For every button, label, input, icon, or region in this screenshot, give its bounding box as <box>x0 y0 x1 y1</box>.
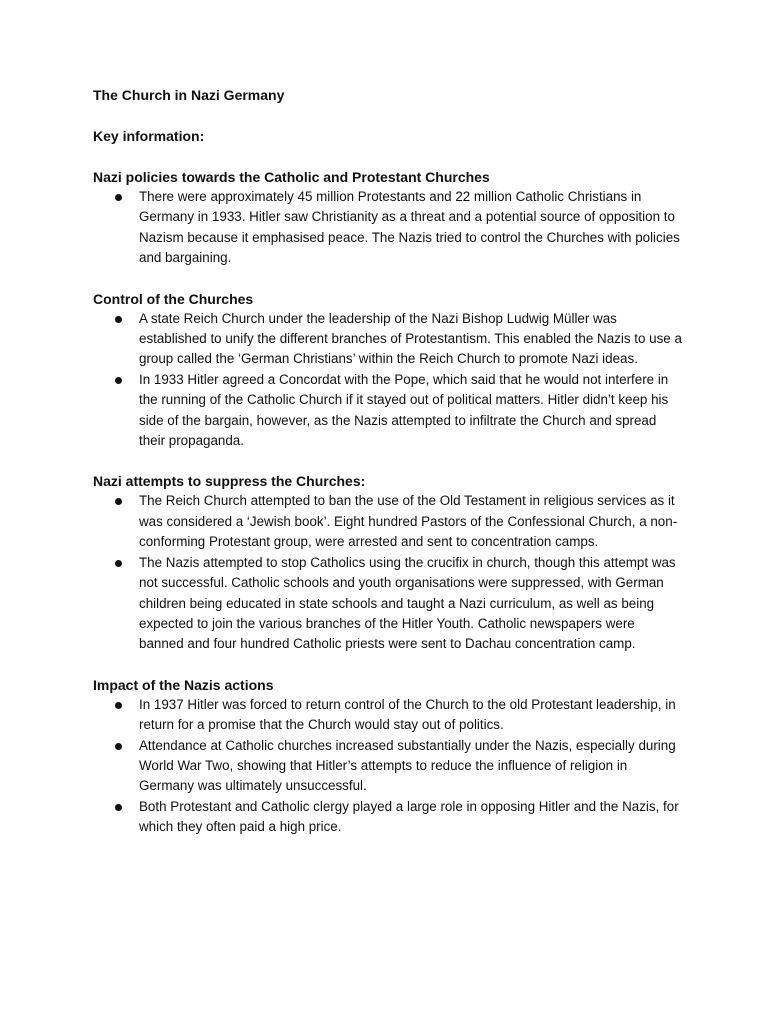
section-heading: Nazi policies towards the Catholic and Protestant Churches <box>93 169 490 185</box>
list-item <box>93 695 683 736</box>
list-item-text: The Nazis attempted to stop Catholics using the crucifix in church, though this attempt was not successful. Catholic schools and youth organisations were suppressed, with German children being educated in state schools and taught a Nazi curriculum, as well as being expected to join the various branches of the Hitler Youth. Catholic newspapers were banned and four hundred Catholic priests were sent to Dachau concentration camp. <box>139 554 676 652</box>
list-item-text: In 1933 Hitler agreed a Concordat with the Pope, which said that he would not interfere in the running of the Catholic Church if it stayed out of political matters. Hitler didn’t keep his side of the bargain, however, as the Nazis attempted to infiltrate the Church and spread their propaganda. <box>139 371 669 449</box>
section-heading: Impact of the Nazis actions <box>93 676 274 693</box>
section-heading: Nazi attempts to suppress the Churches: <box>93 473 366 490</box>
list-item-text: Attendance at Catholic churches increased substantially under the Nazis, especially during World War Two, showing that Hitler’s attempts to reduce the influence of religion in Germany was ultimately unsuccessful. <box>139 737 676 794</box>
bullet-icon <box>115 498 122 505</box>
bullet-icon <box>115 316 122 323</box>
list-item <box>93 797 683 838</box>
bullet-icon <box>115 804 122 811</box>
list-item <box>93 491 683 552</box>
list-item-text: A state Reich Church under the leadership of the Nazi Bishop Ludwig Müller was established to unify the different branches of Protestantism. This enabled the Nazis to use a group called the ‘German Christians’ within the Reich Church to promote Nazi ideas. <box>139 310 682 367</box>
bullet-icon <box>115 702 122 709</box>
key-information-heading: Key information: <box>93 128 205 144</box>
section-heading: Control of the Churches <box>93 290 254 307</box>
section-suppress-churches <box>93 471 683 654</box>
bullet-list <box>93 187 683 269</box>
list-item-text: The Reich Church attempted to ban the use of the Old Testament in religious services as it was considered a ‘Jewish book’. Eight hundred Pastors of the Confessional Church, a non-conforming Protestant group, were arrested and sent to concentration camps. <box>139 493 678 550</box>
bullet-list <box>93 309 683 452</box>
section-nazi-policies <box>93 167 683 269</box>
document-title: The Church in Nazi Germany <box>93 87 285 103</box>
list-item <box>93 736 683 797</box>
list-item-text: There were approximately 45 million Protestants and 22 million Catholic Christians in Germany in 1933. Hitler saw Christianity as a threat and a potential source of opposition to Nazism because it emphasised peace. The Nazis tried to control the Churches with policies and bargaining. <box>139 189 680 266</box>
bullet-list <box>93 695 683 838</box>
list-item-text: Both Protestant and Catholic clergy played a large role in opposing Hitler and the Nazis, for which they often paid a high price. <box>139 798 679 835</box>
bullet-icon <box>115 377 122 384</box>
bullet-icon <box>115 560 122 567</box>
bullet-icon <box>115 194 122 201</box>
list-item <box>93 309 683 370</box>
document-body <box>93 85 683 838</box>
section-impact <box>93 675 683 838</box>
list-item <box>93 553 683 655</box>
list-item <box>93 187 683 269</box>
list-item <box>93 370 683 452</box>
bullet-icon <box>115 743 122 750</box>
section-control-of-churches <box>93 289 683 452</box>
bullet-list <box>93 491 683 654</box>
list-item-text: In 1937 Hitler was forced to return control of the Church to the old Protestant leadership, in return for a promise that the Church would stay out of politics. <box>139 696 676 733</box>
